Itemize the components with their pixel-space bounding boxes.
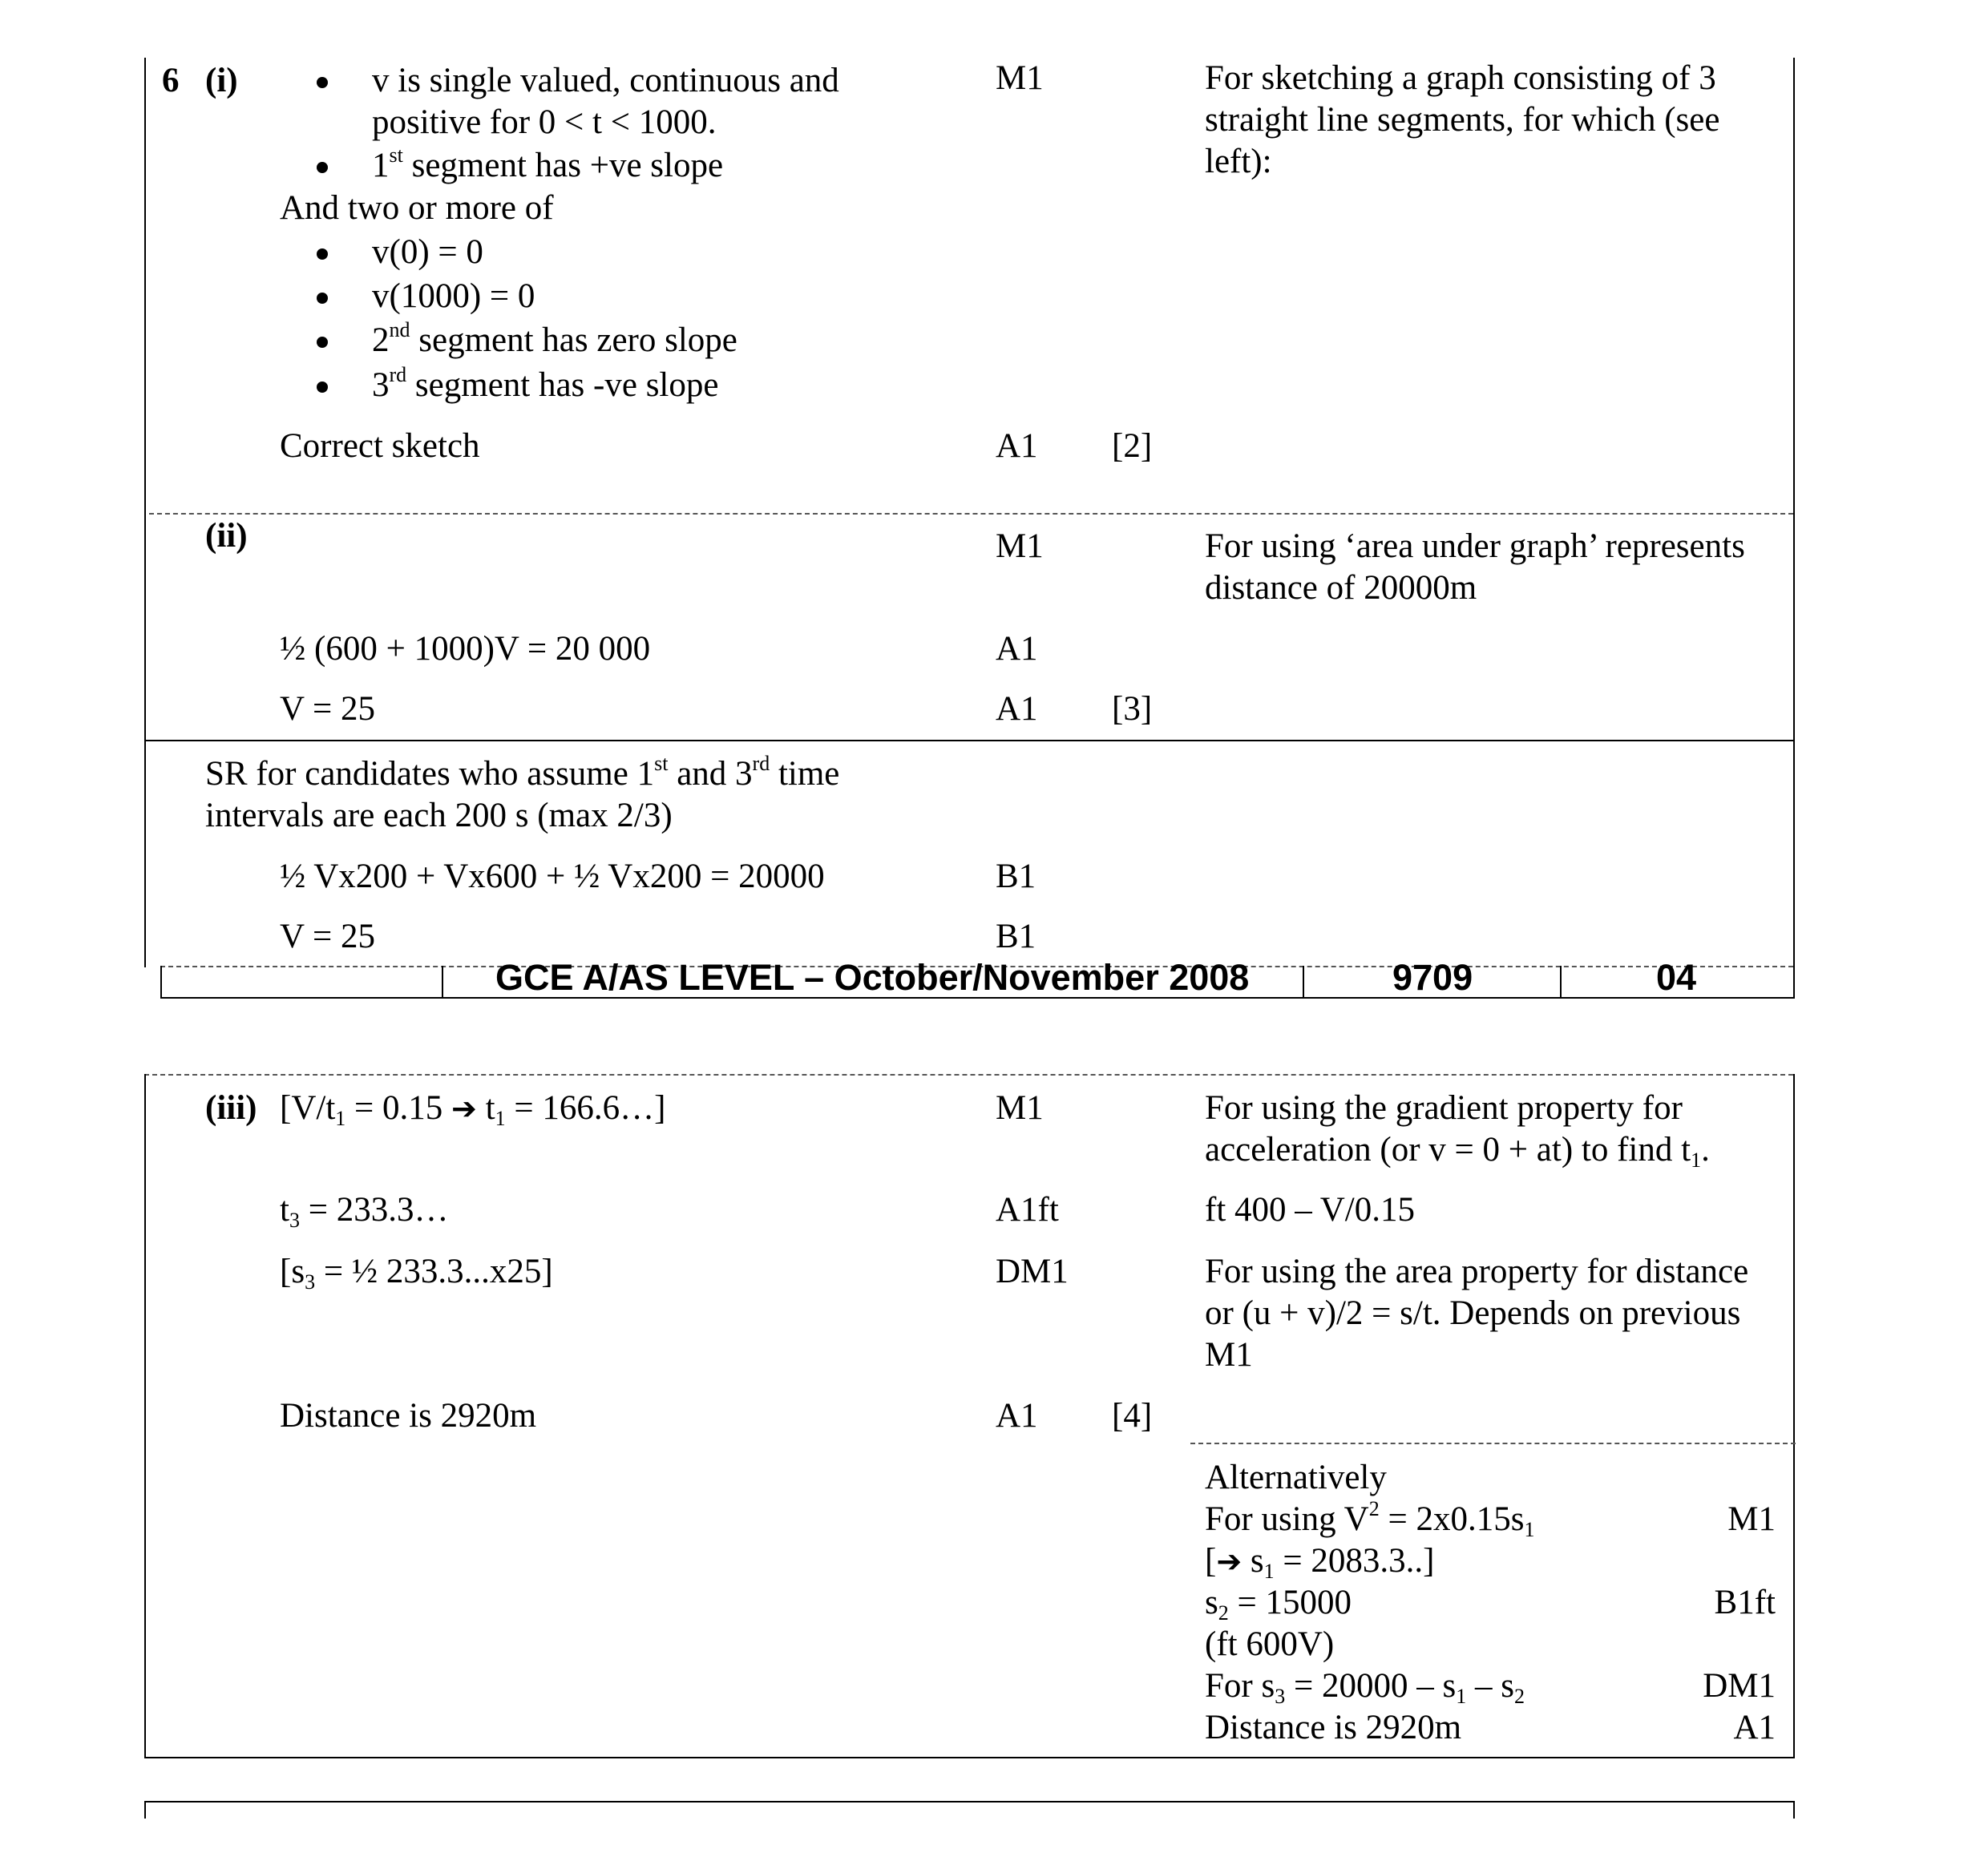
part-label-iii: (iii) (205, 1089, 257, 1127)
guidance-text: distance of 20000m (1205, 569, 1477, 607)
alt-step: Distance is 2920m (1205, 1709, 1462, 1746)
part-label-i: (i) (205, 62, 238, 99)
mark-code: DM1 (996, 1253, 1069, 1290)
alt-mark: M1 (1727, 1500, 1776, 1538)
question-number: 6 (162, 62, 180, 99)
alt-step: $s_2 = 15000$ (1205, 1584, 1352, 1625)
alt-step: [➔ $s_1 = 2083.3$..] (1205, 1542, 1435, 1583)
bullet-icon (317, 293, 328, 304)
answer-equation: ½ Vx200 + Vx600 + ½ Vx200 = 20000 (280, 858, 825, 895)
table-left-border (144, 58, 146, 967)
footer-divider (1303, 966, 1304, 998)
guidance-text: ft 400 – V/0.15 (1205, 1191, 1415, 1229)
mark-code: A1 (996, 630, 1038, 668)
alt-mark: DM1 (1703, 1667, 1776, 1705)
arrow-right-icon: ➔ (451, 1091, 477, 1126)
exam-title: GCE A/AS LEVEL – October/November 2008 (495, 957, 1250, 998)
mark-code: B1 (996, 858, 1036, 895)
alt-title: Alternatively (1205, 1459, 1387, 1496)
guidance-text: left): (1205, 143, 1272, 180)
alt-mark: A1 (1733, 1709, 1776, 1746)
guidance-text: or (u + v)/2 = s/t. Depends on previous (1205, 1294, 1741, 1332)
row-divider (149, 513, 1793, 515)
footer-divider (1560, 966, 1562, 998)
paper-number: 04 (1656, 957, 1697, 998)
table-bottom-border (144, 1757, 1795, 1758)
answer-equation: V = 25 (280, 918, 376, 955)
criterion-text: v(1000) = 0 (372, 277, 535, 315)
guidance-text: For using the gradient property for (1205, 1089, 1683, 1127)
criterion-text: v(0) = 0 (372, 233, 483, 271)
part-label-ii: (ii) (205, 517, 248, 555)
special-ruling-text: intervals are each 200 s (max 2/3) (205, 797, 673, 834)
criterion-text: 3rd segment has -ve slope (372, 363, 719, 404)
syllabus-code: 9709 (1392, 957, 1473, 998)
answer-equation: ½ (600 + 1000)V = 20 000 (280, 630, 651, 668)
criterion-text: positive for 0 < t < 1000. (372, 103, 717, 141)
table-right-border (1793, 1801, 1795, 1819)
part-total: [2] (1112, 427, 1153, 465)
mark-code: A1 (996, 1397, 1038, 1435)
guidance-text: acceleration (or v = 0 + at) to find $t_1$. (1205, 1131, 1710, 1172)
part-total: [3] (1112, 690, 1153, 728)
guidance-text: For sketching a graph consisting of 3 (1205, 59, 1716, 97)
criterion-text: v is single valued, continuous and (372, 62, 839, 99)
bullet-icon (317, 248, 328, 260)
answer-equation: [$s_3$ = ½ 233.3...x25] (280, 1253, 553, 1294)
alt-step: (ft 600V) (1205, 1625, 1335, 1663)
guidance-text: For using the area property for distance (1205, 1253, 1749, 1290)
special-ruling-text: SR for candidates who assume 1st and 3rd time (205, 752, 840, 793)
table-right-border (1793, 1074, 1795, 1758)
mark-code: B1 (996, 918, 1036, 955)
guidance-text: For using ‘area under graph’ represents (1205, 527, 1745, 565)
alt-mark: B1ft (1714, 1584, 1776, 1621)
mark-code: A1 (996, 427, 1038, 465)
footer-divider (442, 966, 443, 998)
mark-code: M1 (996, 59, 1044, 97)
alt-step: For $s_3 = 20000 - s_1 - s_2$ (1205, 1667, 1525, 1708)
table-top-border (144, 1074, 1793, 1076)
bullet-icon (317, 381, 328, 393)
part-total: [4] (1112, 1397, 1153, 1435)
arrow-right-icon: ➔ (1216, 1544, 1242, 1579)
bullet-icon (317, 162, 328, 173)
table-left-border (144, 1801, 146, 1819)
mark-code: A1 (996, 690, 1038, 728)
mark-code: M1 (996, 1089, 1044, 1127)
footer-left-border (160, 966, 162, 998)
mark-code: M1 (996, 527, 1044, 565)
answer-equation: [$V/t_1 = 0.15$ ➔ $t_1$ = 166.6…] (280, 1089, 666, 1130)
table-top-border (144, 1801, 1795, 1803)
row-divider (144, 740, 1795, 741)
answer-equation: $t_3$ = 233.3… (280, 1191, 449, 1232)
guidance-divider (1190, 1443, 1796, 1444)
alt-step: For using $V^2 = 2x0.15s_1$ (1205, 1497, 1535, 1541)
guidance-text: straight line segments, for which (see (1205, 101, 1720, 139)
answer-text: Correct sketch (280, 427, 480, 465)
bullet-icon (317, 77, 328, 88)
mark-code: A1ft (996, 1191, 1059, 1229)
table-right-border (1793, 58, 1795, 997)
bullet-icon (317, 337, 328, 348)
answer-equation: Distance is 2920m (280, 1397, 537, 1435)
table-left-border (144, 1074, 146, 1758)
criterion-text: 1st segment has +ve slope (372, 143, 724, 184)
criterion-heading: And two or more of (280, 189, 554, 227)
answer-equation: V = 25 (280, 690, 376, 728)
guidance-text: M1 (1205, 1336, 1253, 1374)
criterion-text: 2nd segment has zero slope (372, 318, 737, 359)
